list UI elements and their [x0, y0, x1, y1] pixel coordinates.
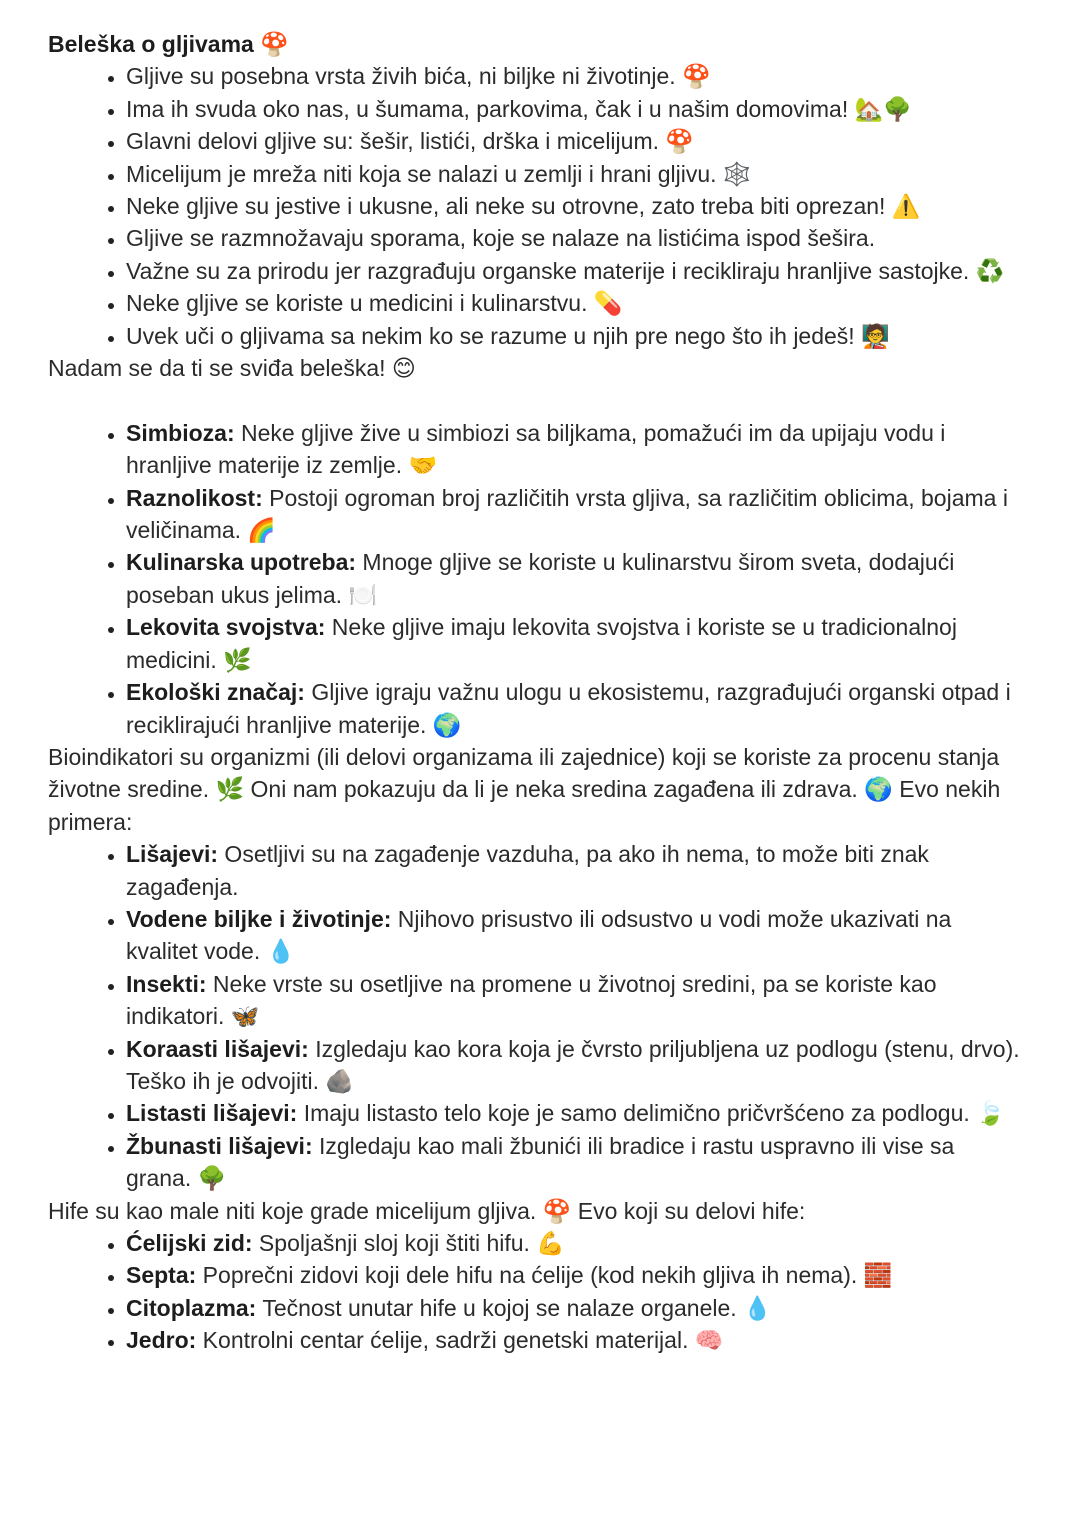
note-title: Beleška o gljivama 🍄 — [48, 31, 289, 57]
hyphae-intro: Hife su kao male niti koje grade micelijum gljiva. 🍄 Evo koji su delovi hife: — [48, 1197, 806, 1224]
item-term: Vodene biljke i životinje: — [126, 905, 392, 932]
list-item: • Micelijum je mreža niti koja se nalazi u zemlji i hrani gljivu. 🕸️ — [126, 158, 1020, 190]
basic-facts-list — [48, 60, 1020, 352]
item-text: Izgledaju kao mali žbunići ili bradice i rastu uspravno ili vise sa grana. 🌳 — [126, 1132, 955, 1192]
list-item — [126, 676, 1020, 741]
list-item: • Neke gljive su jestive i ukusne, ali neke su otrovne, zato treba biti oprezan! ⚠️ — [126, 190, 1020, 222]
item-text: Gljive igraju važnu ulogu u ekosistemu, razgrađujući organski otpad i reciklirajući hranljive materije. 🌍 — [126, 679, 1011, 738]
list-item — [126, 903, 1020, 968]
list-item — [126, 482, 1020, 547]
item-term: Koraasti lišajevi: — [126, 1035, 309, 1062]
list-item — [126, 968, 1020, 1033]
bioindicators-intro: Bioindikatori su organizmi (ili delovi organizama ili zajednice) koji se koriste za procenu stanja životne sredine. 🌿 Oni nam pokazuju da li je neka sredina zagađena ili zdrava. 🌍 Evo nekih primera: — [48, 743, 1001, 835]
list-item — [126, 1259, 1020, 1291]
closing-line: Nadam se da ti se sviđa beleška! 😊 — [48, 355, 416, 382]
item-term: Jedro: — [126, 1327, 197, 1354]
item-text: Neke gljive imaju lekovita svojstva i koriste se u tradicionalnoj medicini. 🌿 — [126, 614, 957, 673]
item-text: Mnoge gljive se koriste u kulinarstvu širom sveta, dodajući poseban ukus jelima. 🍽️ — [126, 549, 955, 608]
list-item: • Glavni delovi gljive su: šešir, listići, drška i micelijum. 🍄 — [126, 125, 1020, 157]
item-term: Septa: — [126, 1262, 197, 1289]
item-text: Kontrolni centar ćelije, sadrži genetski materijal. 🧠 — [196, 1327, 724, 1354]
bioindicators-list — [48, 838, 1020, 1194]
item-text: Neke gljive žive u simbiozi sa biljkama, pomažući im da upijaju vodu i hranljive materije iz zemlje. 🤝 — [126, 419, 946, 479]
list-item — [126, 1130, 1020, 1195]
item-term: Raznolikost: — [126, 484, 263, 511]
list-item: • Ima ih svuda oko nas, u šumama, parkovima, čak i u našim domovima! 🏡🌳 — [126, 93, 1020, 125]
item-term: Insekti: — [126, 970, 207, 997]
list-item — [126, 1227, 1020, 1259]
item-text: Tečnost unutar hife u kojoj se nalaze organele. 💧 — [256, 1294, 772, 1321]
list-item: • Gljive se razmnožavaju sporama, koje se nalaze na listićima ispod šešira. — [126, 222, 1020, 254]
item-text: Spoljašnji sloj koji štiti hifu. 💪 — [252, 1230, 565, 1257]
extra-facts-list — [48, 417, 1020, 741]
list-item — [126, 417, 1020, 482]
item-term: Kulinarska upotreba: — [126, 549, 357, 576]
item-text: Imaju listasto telo koje je samo delimično pričvršćeno za podlogu. 🍃 — [297, 1100, 1005, 1127]
list-item — [126, 546, 1020, 611]
item-term: Ćelijski zid: — [126, 1230, 253, 1257]
item-text: Izgledaju kao kora koja je čvrsto priljubljena uz podlogu (stenu, drvo). Teško ih je odvojiti. 🪨 — [126, 1035, 1020, 1094]
item-text: Poprečni zidovi koji dele hifu na ćelije (kod nekih gljiva ih nema). 🧱 — [196, 1262, 893, 1289]
item-text: Postoji ogroman broj različitih vrsta gljiva, sa različitim oblicima, bojama i veličinama. 🌈 — [126, 484, 1008, 544]
list-item: • Važne su za prirodu jer razgrađuju organske materije i recikliraju hranljive sastojke. ♻️ — [126, 255, 1020, 287]
list-item — [126, 838, 1020, 903]
item-term: Lišajevi: — [126, 841, 219, 868]
list-item — [126, 1324, 1020, 1356]
item-term: Ekološki značaj: — [126, 679, 305, 706]
item-text: Neke vrste su osetljive na promene u životnoj sredini, pa se koriste kao indikatori. 🦋 — [126, 970, 937, 1030]
list-item: • Uvek uči o gljivama sa nekim ko se razume u njih pre nego što ih jedeš! 🧑‍🏫 — [126, 320, 1020, 352]
item-term: Listasti lišajevi: — [126, 1100, 298, 1127]
list-item: • Gljive su posebna vrsta živih bića, ni biljke ni životinje. 🍄 — [126, 60, 1020, 92]
spacer — [48, 384, 1020, 416]
item-text: Njihovo prisustvo ili odsustvo u vodi može ukazivati na kvalitet vode. 💧 — [126, 905, 952, 965]
item-term: Simbioza: — [126, 419, 235, 446]
list-item — [126, 1292, 1020, 1324]
hyphae-parts-list — [48, 1227, 1020, 1357]
list-item — [126, 1033, 1020, 1098]
list-item — [126, 611, 1020, 676]
list-item: • Neke gljive se koriste u medicini i kulinarstvu. 💊 — [126, 287, 1020, 319]
item-text: Osetljivi su na zagađenje vazduha, pa ako ih nema, to može biti znak zagađenja. — [126, 841, 929, 900]
item-term: Citoplazma: — [126, 1294, 257, 1321]
item-term: Lekovita svojstva: — [126, 614, 326, 641]
item-term: Žbunasti lišajevi: — [126, 1132, 313, 1159]
list-item — [126, 1097, 1020, 1129]
